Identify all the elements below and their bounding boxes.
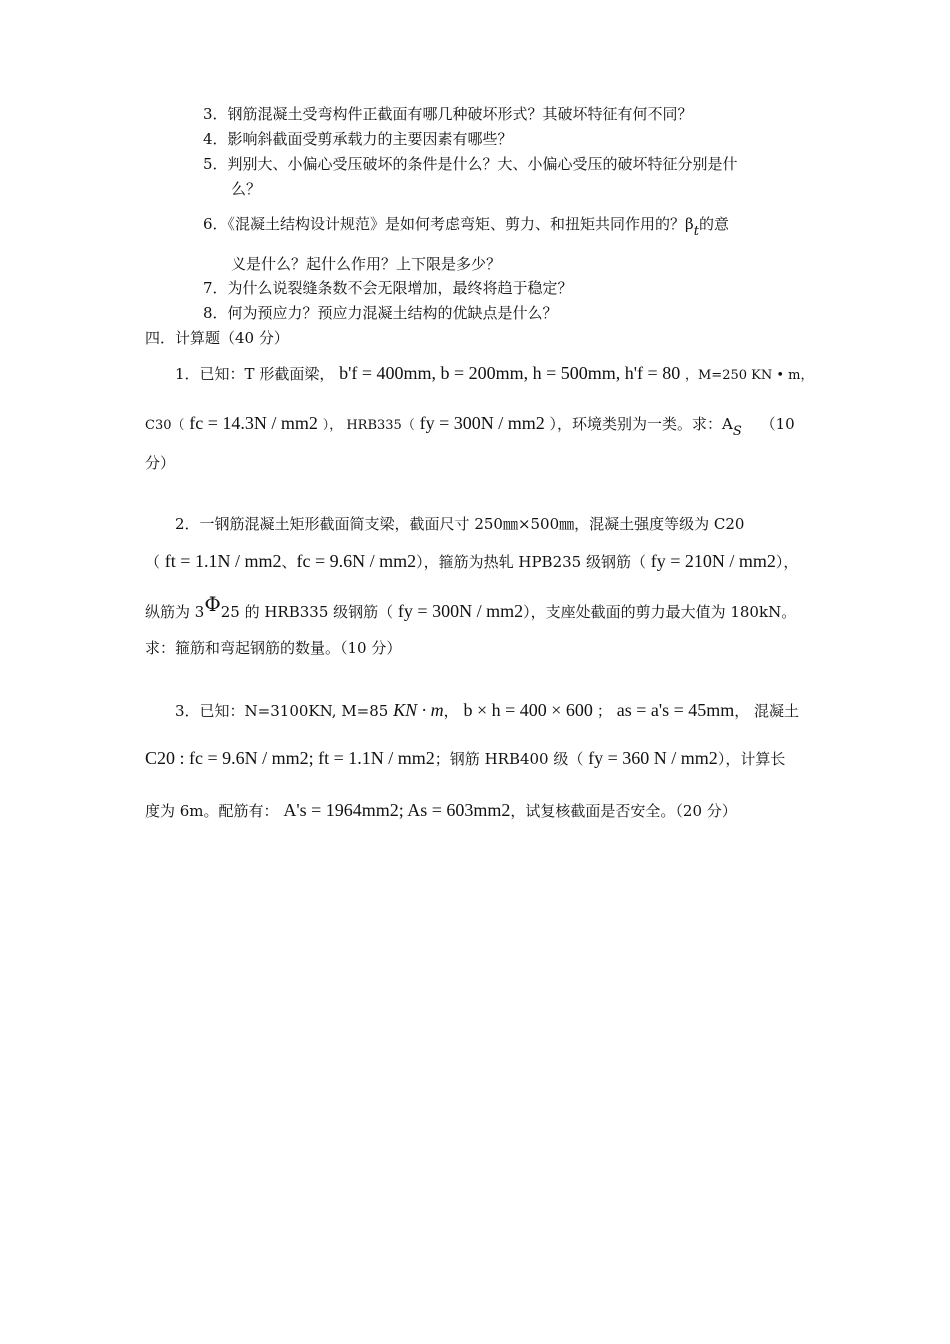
calc2-line4: 求：箍筋和弯起钢筋的数量。（10 分） [145, 639, 402, 657]
calc3-verify-text: ，试复核截面是否安全。（20 分） [510, 802, 737, 820]
question-6-text: 6．《混凝土结构设计规范》是如何考虑弯矩、剪力、和扭矩共同作用的？β [203, 215, 694, 233]
calc3-line3 [145, 800, 737, 821]
question-7: 7．为什么说裂缝条数不会无限增加，最终将趋于稳定？ [203, 279, 573, 297]
calc1-concrete-grade: C30（ [145, 418, 185, 433]
rebar-diameter-symbol: Φ [204, 592, 221, 616]
calc2-fyv-formula: fy = 210N / mm2 [650, 551, 776, 571]
calc3-fy-formula: fy = 360 N / mm2 [588, 748, 718, 768]
calc1-fy-formula: fy = 300N / mm2 [419, 413, 545, 433]
calc2-rebar-grade: 25 的 HRB335 级钢筋（ [220, 603, 394, 621]
calc1-find-as: ），环境类别为一类。求：A [549, 415, 733, 433]
question-6-end: 的意 [698, 215, 729, 233]
question-4: 4．影响斜截面受剪承载力的主要因素有哪些？ [203, 130, 513, 148]
calc3-reinforcement-text: 度为 6m。配筋有： [145, 802, 279, 820]
calc2-stirrup-text: ），箍筋为热轧 HPB235 级钢筋（ [416, 553, 646, 571]
question-5-line2: 么？ [231, 180, 262, 198]
calc2-separator: 、 [281, 553, 297, 571]
calc1-steel-grade: ）， HRB335（ [322, 418, 415, 433]
calc1-line3: 分） [145, 454, 176, 472]
calc1-formula-1: b'f = 400mm, b = 200mm, h = 500mm, h'f = 80 [339, 363, 681, 383]
calc1-moment: ，M=250 KN • m， [684, 368, 814, 383]
calc3-semicolon: ； [596, 702, 612, 720]
calc3-concrete: ， 混凝土 [734, 702, 800, 720]
calc3-line2 [145, 748, 785, 769]
question-3: 3．钢筋混凝土受弯构件正截面有哪几种破坏形式？其破坏特征有何不同？ [203, 105, 693, 123]
calc1-as-subscript: S [732, 424, 742, 439]
calc3-given: 3．已知：N=3100KN, M=85 [175, 702, 389, 720]
calc2-shear-text: ），支座处截面的剪力最大值为 180kN。 [523, 603, 797, 621]
calc3-area-formula: A's = 1964mm2; As = 603mm2 [283, 800, 511, 820]
section-4-title: 四．计算题（40 分） [145, 329, 289, 347]
calc3-comma: ， [443, 702, 459, 720]
calc1-prefix: 1．已知：T 形截面梁， [175, 365, 335, 383]
calc3-length-text: ），计算长 [717, 750, 786, 768]
calc3-steel-text: ；钢筋 HRB400 级（ [434, 750, 584, 768]
calc1-line2 [145, 413, 795, 439]
calc3-cover: as = a's = 45mm [616, 700, 735, 720]
calc1-fc-formula: fc = 14.3N / mm2 [189, 413, 318, 433]
calc2-paren-close: ）， [775, 553, 799, 571]
question-5-line1: 5．判别大、小偏心受压破坏的条件是什么？大、小偏心受压的破坏特征分别是什 [203, 155, 738, 173]
calc2-ft-formula: ft = 1.1N / mm2 [164, 551, 282, 571]
calc2-line1: 2．一钢筋混凝土矩形截面简支梁，截面尺寸 250㎜×500㎜，混凝土强度等级为 C20 [175, 515, 745, 533]
calc1-line1 [175, 363, 813, 386]
calc2-fc-formula: fc = 9.6N / mm2 [296, 551, 417, 571]
calc2-fy-formula: fy = 300N / mm2 [397, 601, 524, 621]
beta-t-subscript: t [693, 224, 699, 239]
calc3-section-size: b × h = 400 × 600 [463, 700, 593, 720]
question-8: 8．何为预应力？预应力混凝土结构的优缺点是什么？ [203, 304, 558, 322]
calc1-points: （10 [760, 415, 795, 433]
calc3-line1 [175, 700, 799, 721]
question-6-line1 [203, 214, 729, 239]
calc2-line2 [145, 551, 798, 572]
calc2-longitudinal-text: 纵筋为 3 [145, 603, 205, 621]
calc3-moment-unit: KN · m [393, 700, 444, 720]
calc2-line3 [145, 592, 797, 622]
calc2-paren-open: （ [145, 553, 161, 571]
calc3-concrete-strength: C20 : fc = 9.6N / mm2; ft = 1.1N / mm2 [145, 748, 435, 768]
question-6-line2: 义是什么？起什么作用？上下限是多少？ [231, 255, 502, 273]
